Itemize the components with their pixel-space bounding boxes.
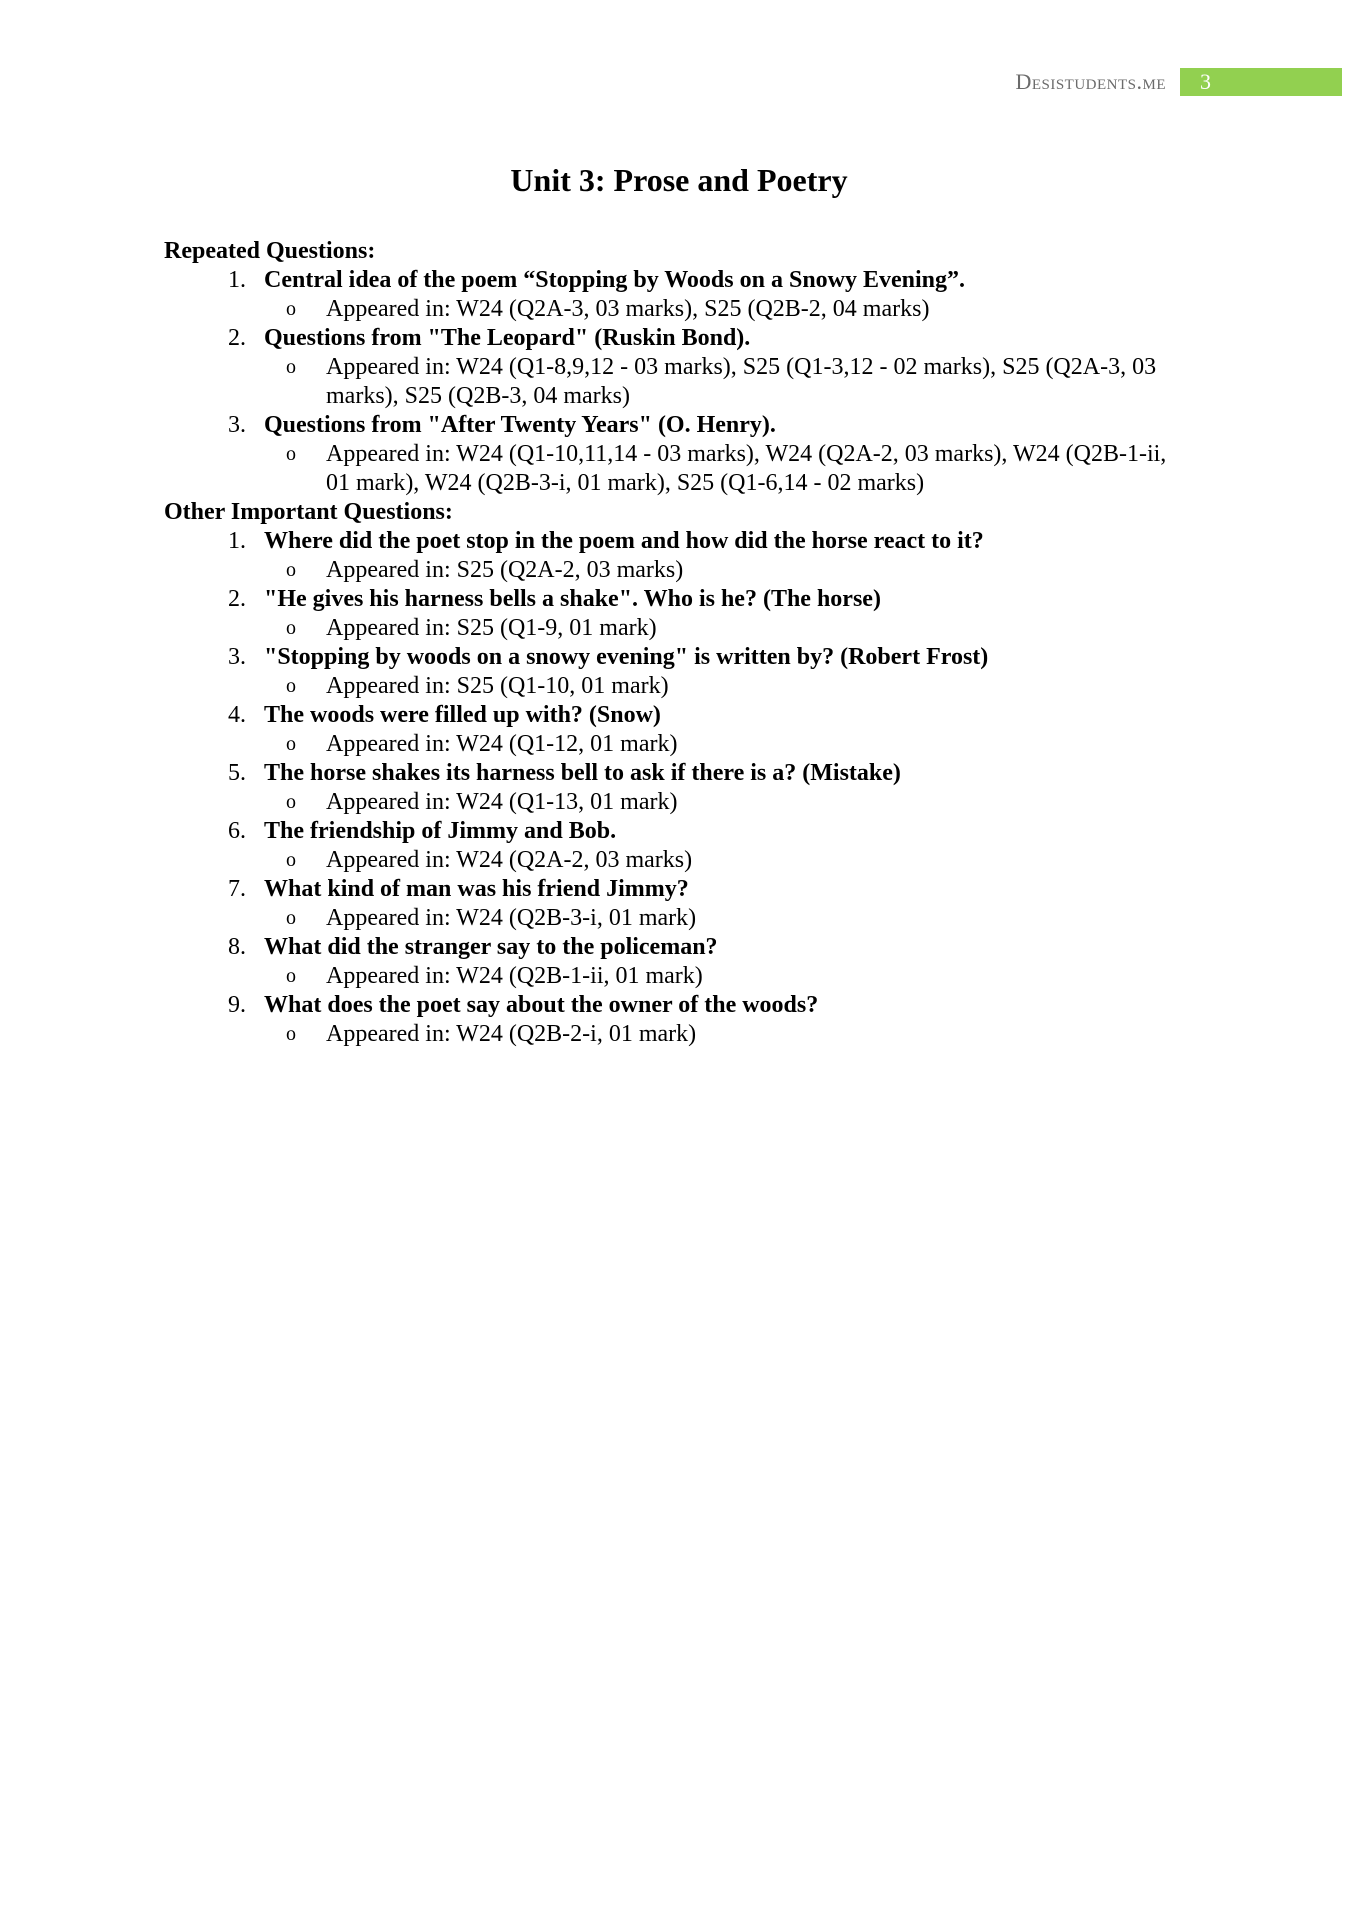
circle-bullet-icon: o [286, 443, 296, 465]
appeared-in-item [164, 672, 1204, 701]
circle-bullet-icon: o [286, 965, 296, 987]
appeared-in-text: Appeared in: W24 (Q2A-3, 03 marks), S25 (Q2B-2, 04 marks) [326, 296, 930, 322]
appeared-in-text: Appeared in: W24 (Q2B-3-i, 01 mark) [326, 905, 697, 931]
question-text: The horse shakes its harness bell to ask if there is a? (Mistake) [264, 760, 901, 786]
question-item [164, 411, 1204, 440]
question-item [164, 643, 1204, 672]
question-item [164, 527, 1204, 556]
bullet-marker [164, 353, 298, 382]
circle-bullet-icon: o [286, 733, 296, 755]
question-item [164, 324, 1204, 353]
bullet-marker [164, 730, 298, 759]
appeared-in-text: Appeared in: W24 (Q2B-1-ii, 01 mark) [326, 963, 703, 989]
question-text: What did the stranger say to the policeman? [264, 934, 718, 960]
appeared-in-item [164, 1020, 1204, 1049]
question-text: Questions from "The Leopard" (Ruskin Bond). [264, 325, 751, 351]
question-text: Questions from "After Twenty Years" (O. Henry). [264, 412, 776, 438]
question-number: 1. [228, 528, 246, 554]
question-item [164, 933, 1204, 962]
appeared-in-item [164, 614, 1204, 643]
question-text: Central idea of the poem “Stopping by Woods on a Snowy Evening”. [264, 267, 966, 293]
appeared-in-item [164, 730, 1204, 759]
appeared-in-text: Appeared in: W24 (Q1-12, 01 mark) [326, 731, 678, 757]
bullet-marker [164, 614, 298, 643]
document-body [164, 237, 1204, 1049]
other-questions-list [164, 527, 1204, 1049]
appeared-in-item [164, 440, 1204, 498]
question-number: 1. [228, 267, 246, 293]
appeared-in-item [164, 556, 1204, 585]
circle-bullet-icon: o [286, 298, 296, 320]
question-number: 3. [228, 644, 246, 670]
question-item [164, 875, 1204, 904]
appeared-in-text: Appeared in: S25 (Q1-9, 01 mark) [326, 615, 657, 641]
question-number: 4. [228, 702, 246, 728]
bullet-marker [164, 556, 298, 585]
question-text: Where did the poet stop in the poem and how did the horse react to it? [264, 528, 984, 554]
circle-bullet-icon: o [286, 849, 296, 871]
brand-name: Desistudents.me [1015, 69, 1166, 94]
appeared-in-item [164, 295, 1204, 324]
circle-bullet-icon: o [286, 617, 296, 639]
question-item [164, 817, 1204, 846]
question-number: 7. [228, 876, 246, 902]
question-text: What kind of man was his friend Jimmy? [264, 876, 689, 902]
question-text: What does the poet say about the owner of the woods? [264, 992, 819, 1018]
question-number: 3. [228, 412, 246, 438]
question-item [164, 701, 1204, 730]
appeared-in-text: Appeared in: W24 (Q1-10,11,14 - 03 marks), W24 (Q2A-2, 03 marks), W24 (Q2B-1-ii, 01 mark), W24 (Q2B-3-i, 01 mark), S25 (Q1-6,14 - 02 marks) [326, 441, 1167, 496]
circle-bullet-icon: o [286, 356, 296, 378]
circle-bullet-icon: o [286, 559, 296, 581]
bullet-marker [164, 962, 298, 991]
repeated-questions-heading: Repeated Questions: [164, 238, 376, 264]
question-number: 8. [228, 934, 246, 960]
question-number: 9. [228, 992, 246, 1018]
question-item [164, 266, 1204, 295]
circle-bullet-icon: o [286, 791, 296, 813]
question-number: 5. [228, 760, 246, 786]
appeared-in-text: Appeared in: W24 (Q1-13, 01 mark) [326, 789, 678, 815]
page-number-badge: 3 [1180, 68, 1342, 96]
bullet-marker [164, 295, 298, 324]
question-text: The friendship of Jimmy and Bob. [264, 818, 617, 844]
appeared-in-item [164, 904, 1204, 933]
question-text: "Stopping by woods on a snowy evening" is written by? (Robert Frost) [264, 644, 989, 670]
repeated-questions-list [164, 266, 1204, 498]
question-text: The woods were filled up with? (Snow) [264, 702, 661, 728]
circle-bullet-icon: o [286, 1023, 296, 1045]
question-item [164, 585, 1204, 614]
question-number: 6. [228, 818, 246, 844]
bullet-marker [164, 846, 298, 875]
other-questions-heading: Other Important Questions: [164, 499, 453, 525]
question-text: "He gives his harness bells a shake". Who is he? (The horse) [264, 586, 881, 612]
question-item [164, 759, 1204, 788]
bullet-marker [164, 788, 298, 817]
appeared-in-item [164, 353, 1204, 411]
appeared-in-text: Appeared in: S25 (Q1-10, 01 mark) [326, 673, 669, 699]
bullet-marker [164, 904, 298, 933]
circle-bullet-icon: o [286, 675, 296, 697]
appeared-in-text: Appeared in: S25 (Q2A-2, 03 marks) [326, 557, 684, 583]
appeared-in-item [164, 846, 1204, 875]
circle-bullet-icon: o [286, 907, 296, 929]
page-header [1015, 68, 1342, 96]
appeared-in-text: Appeared in: W24 (Q2A-2, 03 marks) [326, 847, 693, 873]
bullet-marker [164, 672, 298, 701]
appeared-in-text: Appeared in: W24 (Q2B-2-i, 01 mark) [326, 1021, 697, 1047]
page-title: Unit 3: Prose and Poetry [510, 162, 848, 198]
question-number: 2. [228, 325, 246, 351]
appeared-in-text: Appeared in: W24 (Q1-8,9,12 - 03 marks), S25 (Q1-3,12 - 02 marks), S25 (Q2A-3, 03 marks), S25 (Q2B-3, 04 marks) [326, 354, 1157, 409]
bullet-marker [164, 440, 298, 469]
appeared-in-item [164, 788, 1204, 817]
appeared-in-item [164, 962, 1204, 991]
question-item [164, 991, 1204, 1020]
bullet-marker [164, 1020, 298, 1049]
question-number: 2. [228, 586, 246, 612]
